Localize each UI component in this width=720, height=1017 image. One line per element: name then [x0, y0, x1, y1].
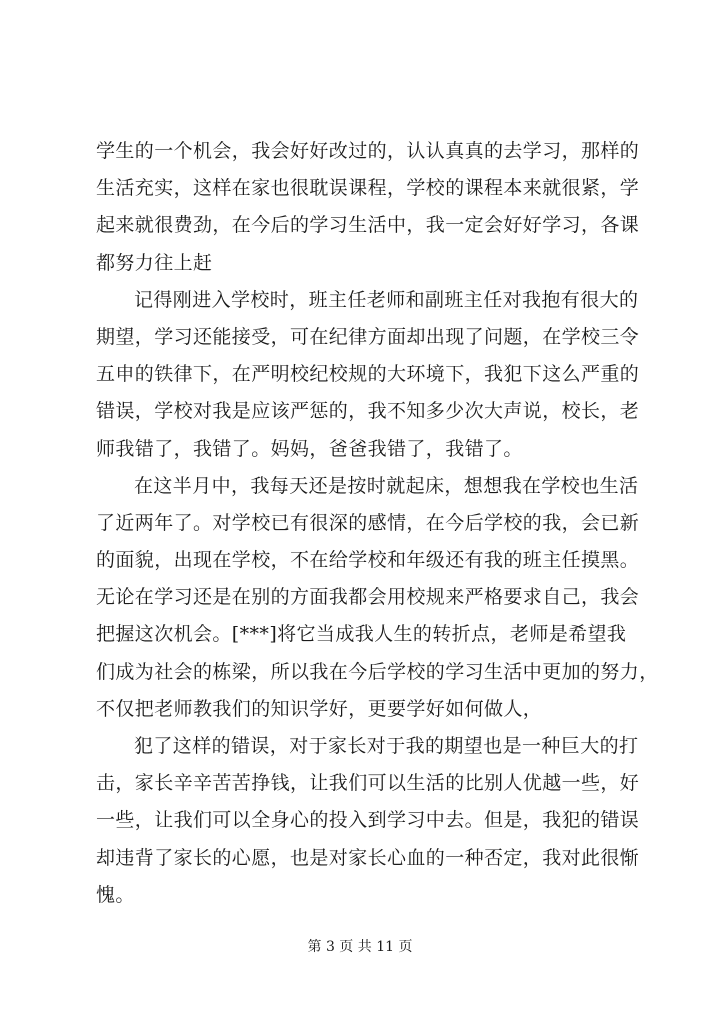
text-line: 不仅把老师教我们的知识学好，更要学好如何做人，	[96, 697, 543, 720]
text-line: 无论在学习还是在别的方面我都会用校规来严格要求自己，我会	[96, 586, 640, 609]
body-text	[96, 133, 659, 914]
paragraph	[96, 468, 659, 728]
text-line: 期望，学习还能接受，可在纪律方面却出现了问题，在学校三令	[96, 325, 640, 348]
text-line: 五申的铁律下，在严明校纪校规的大环境下，我犯下这么严重的	[96, 363, 640, 386]
text-line: 把握这次机会。[***]将它当成我人生的转折点，老师是希望我	[96, 623, 627, 646]
paragraph	[96, 728, 656, 914]
text-line: 一些，让我们可以全身心的投入到学习中去。但是，我犯的错误	[96, 809, 640, 832]
page-number-footer: 第 3 页 共 11 页	[307, 939, 413, 955]
text-line: 击，家长辛辛苦苦挣钱，让我们可以生活的比别人优越一些，好	[96, 772, 640, 795]
text-line: 愧。	[96, 883, 135, 906]
text-line: 师我错了，我错了。妈妈，爸爸我错了，我错了。	[96, 437, 523, 460]
text-line: 记得刚进入学校时，班主任老师和副班主任对我抱有很大的	[134, 288, 639, 311]
text-line: 学生的一个机会，我会好好改过的，认认真真的去学习，那样的	[96, 140, 640, 162]
text-line: 的面貌，出现在学校，不在给学校和年级还有我的班主任摸黑。	[96, 549, 640, 572]
text-line: 起来就很费劲，在今后的学习生活中，我一定会好好学习，各课	[96, 214, 640, 237]
text-line: 生活充实，这样在家也很耽误课程，学校的课程本来就很紧，学	[96, 177, 640, 200]
text-line: 犯了这样的错误，对于家长对于我的期望也是一种巨大的打	[134, 735, 639, 757]
paragraph	[96, 282, 656, 468]
paragraph	[96, 133, 656, 282]
text-line: 在这半月中，我每天还是按时就起床，想想我在学校也生活	[134, 474, 639, 497]
text-line: 错误，学校对我是应该严惩的，我不知多少次大声说，校长，老	[96, 400, 640, 423]
text-line: 却违背了家长的心愿，也是对家长心血的一种否定，我对此很惭	[96, 846, 640, 869]
text-line: 了近两年了。对学校已有很深的感情，在今后学校的我，会已新	[96, 511, 640, 534]
text-line: 都努力往上赶	[96, 251, 213, 274]
text-line: 们成为社会的栋梁，所以我在今后学校的学习生活中更加的努力，	[96, 660, 659, 683]
